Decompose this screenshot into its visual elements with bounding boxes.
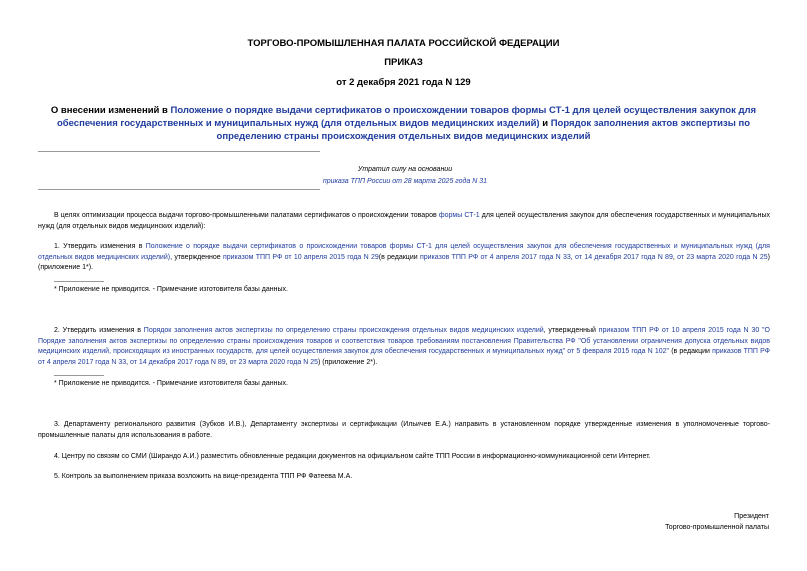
item1-text-2: , утвержденное — [170, 253, 223, 261]
footnote-divider-1 — [54, 281, 104, 282]
item1-link-order-89[interactable]: от 14 декабря 2017 года N 89 — [575, 253, 673, 261]
item1-text-4: , — [570, 253, 576, 261]
item2-link-procedure[interactable]: Порядок заполнения актов экспертизы по определению страны происхождения отдельных видов медицинских изделий — [143, 327, 544, 334]
item1-text-6: ) (приложение 1*). — [38, 253, 770, 271]
item1-text-5: , — [672, 253, 678, 261]
item1-link-regulation[interactable]: Положение о порядке выдачи сертификатов о происхождении товаров формы СТ-1 для целей осуществления закупок для обеспечения государственных и муниципальных нужд (для отдельных видов медицинских изделий) — [38, 243, 770, 261]
title-link-procedure[interactable]: Порядок заполнения актов экспертизы по определению страны происхождения отдельных видов медицинских изделий — [216, 118, 751, 142]
footnote-2: * Приложение не приводится. - Примечание изготовителя базы данных. — [54, 380, 288, 387]
item2-text-2: , утвержденный — [543, 327, 599, 334]
organization-title: ТОРГОВО-ПРОМЫШЛЕННАЯ ПАЛАТА РОССИЙСКОЙ ФЕДЕРАЦИИ — [247, 38, 560, 49]
item2-text-5: , — [225, 358, 230, 366]
item2-text-3: (в редакции — [669, 348, 713, 355]
item1-link-order-25[interactable]: от 23 марта 2020 года N 25 — [677, 253, 768, 261]
paragraph-item-2 — [38, 326, 770, 368]
item2-text-1: 2. Утвердить изменения в — [54, 327, 144, 334]
title-link-regulation[interactable]: Положение о порядке выдачи сертификатов о происхождении товаров формы СТ-1 для целей осуществления закупок для обеспечения государственных и муниципальных нужд (для отдельных видов медицинских изделий) — [56, 105, 757, 129]
divider-top — [38, 151, 320, 152]
status-link[interactable]: приказа ТПП России от 28 марта 2025 года N 31 — [322, 178, 488, 185]
title-mid: и — [539, 118, 551, 129]
title-pre: О внесении изменений в — [50, 105, 171, 116]
item2-link-order-33[interactable]: приказов ТПП РФ от 4 апреля 2017 года N 33 — [38, 348, 770, 366]
item1-link-order-33[interactable]: приказов ТПП РФ от 4 апреля 2017 года N 33 — [419, 253, 571, 261]
item2-text-6: ) (приложение 2*). — [317, 358, 378, 366]
item2-link-order-89[interactable]: от 14 декабря 2017 года N 89 — [130, 358, 226, 366]
status-note: Утратил силу на основании — [357, 166, 453, 173]
footnote-1: * Приложение не приводится. - Примечание изготовителя базы данных. — [54, 286, 288, 293]
footnote-divider-2 — [54, 375, 104, 376]
item2-link-order-25[interactable]: от 23 марта 2020 года N 25 — [229, 358, 318, 366]
status-link-wrap — [300, 176, 510, 188]
document-type: ПРИКАЗ — [384, 57, 423, 68]
intro-text-2: для целей осуществления закупок для обеспечения государственных и муниципальных нужд (для отдельных видов медицинских изделий): — [38, 212, 770, 230]
intro-link-form[interactable]: формы СТ-1 — [438, 212, 480, 219]
document-date: от 2 декабря 2021 года N 129 — [336, 77, 471, 88]
item2-text-4: , — [126, 358, 131, 366]
document-title — [40, 104, 767, 143]
item1-link-order-29[interactable]: приказом ТПП РФ от 10 апреля 2015 года N 29 — [222, 253, 379, 261]
paragraph-item-3: 3. Департаменту регионального развития (Зубков И.В.), Департаменту экспертизы и сертификации (Ильичев Е.А.) направить в установленном порядке утвержденные изменения в уполномоченные торгово-промышленные палаты для использования в работе. — [38, 421, 770, 439]
paragraph-item-1 — [38, 242, 770, 274]
item1-text-3: (в редакции — [378, 253, 420, 261]
signature-title: Президент — [734, 513, 769, 520]
divider-bottom — [38, 189, 320, 190]
item2-link-order-30[interactable]: приказом ТПП РФ от 10 апреля 2015 года N 30 "О Порядке заполнения актов экспертизы по определению страны происхождения товаров и соответствия товаров требованиям постановления Правительства РФ "Об установлении ограничения допуска отдельных видов медицинских изделий, происходящих из иностранных государств, для целей осуществления закупок для обеспечения государственных и муниципальных нужд" от 5 февраля 2015 года N 102" — [38, 327, 770, 355]
intro-text-1: В целях оптимизации процесса выдачи торгово-промышленными палатами сертификатов о происхождении товаров — [54, 212, 439, 219]
paragraph-item-4: 4. Центру по связям со СМИ (Ширандо А.И.) разместить обновленные редакции документов на официальном сайте ТПП России в информационно-коммуникационной сети Интернет. — [54, 453, 651, 460]
paragraph-intro — [38, 211, 770, 232]
item1-text-1: 1. Утвердить изменения в — [54, 243, 146, 250]
signature-organization: Торгово-промышленной палаты — [665, 524, 769, 531]
paragraph-item-5: 5. Контроль за выполнением приказа возложить на вице-президента ТПП РФ Фатеева М.А. — [54, 473, 353, 480]
